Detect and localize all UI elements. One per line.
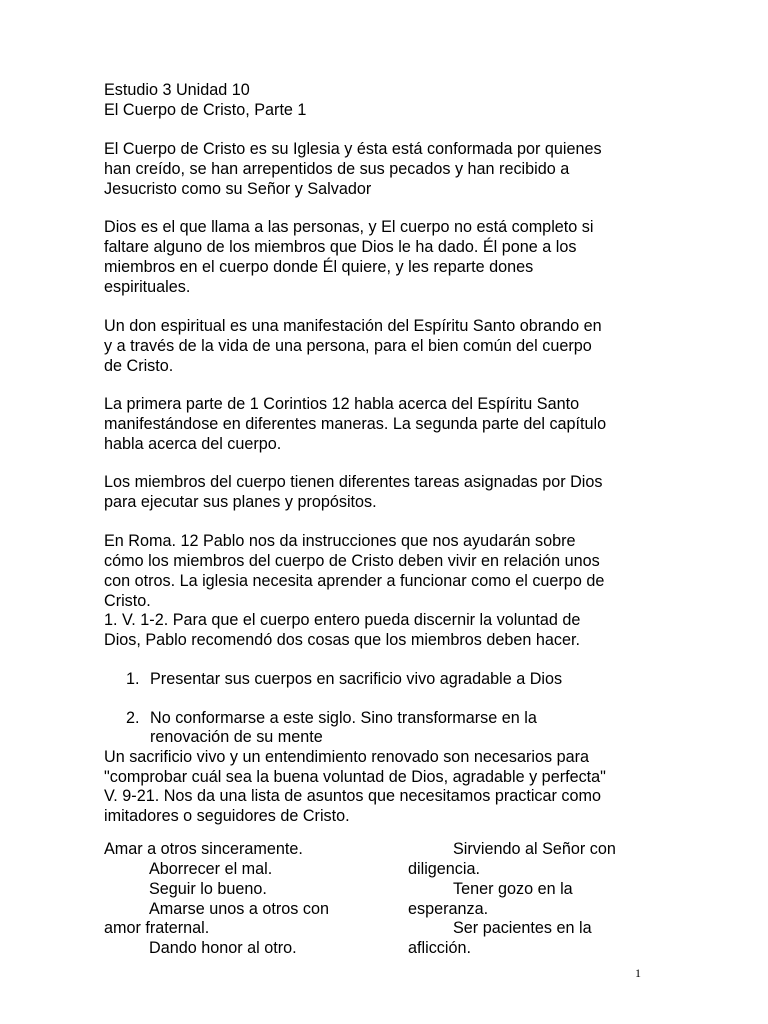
text-line: Jesucristo como su Señor y Salvador (104, 180, 372, 198)
list-number: 1. (126, 670, 140, 688)
text-line: Cristo. (104, 592, 151, 610)
text-line: miembros en el cuerpo donde Él quiere, y les reparte dones (104, 258, 534, 276)
column-line: aflicción. (408, 939, 471, 957)
text-line: para ejecutar sus planes y propósitos. (104, 493, 377, 511)
column-line: Aborrecer el mal. (149, 860, 273, 878)
text-line: Dios es el que llama a las personas, y El cuerpo no está completo si (104, 218, 594, 236)
column-line: diligencia. (408, 860, 480, 878)
text-line: espirituales. (104, 278, 191, 296)
text-line: habla acerca del cuerpo. (104, 435, 282, 453)
page-number: 1 (635, 966, 641, 980)
text-line: La primera parte de 1 Corintios 12 habla acerca del Espíritu Santo (104, 395, 580, 413)
column-line: Amarse unos a otros con (149, 900, 329, 918)
list-text: Presentar sus cuerpos en sacrificio vivo agradable a Dios (150, 670, 563, 688)
text-line: Un sacrificio vivo y un entendimiento renovado son necesarios para (104, 748, 589, 766)
text-line: han creído, se han arrepentidos de sus pecados y han recibido a (104, 160, 570, 178)
text-line: manifestándose en diferentes maneras. La segunda parte del capítulo (104, 415, 607, 433)
text-line: faltare alguno de los miembros que Dios le ha dado. Él pone a los (104, 238, 577, 256)
text-line: "comprobar cuál sea la buena voluntad de Dios, agradable y perfecta" (104, 768, 606, 786)
list-text: No conformarse a este siglo. Sino transformarse en la (150, 709, 537, 727)
column-line: Tener gozo en la (453, 880, 573, 898)
list-text: renovación de su mente (150, 728, 323, 746)
column-line: Dando honor al otro. (149, 939, 297, 957)
text-line: Los miembros del cuerpo tienen diferentes tareas asignadas por Dios (104, 473, 603, 491)
text-line: con otros. La iglesia necesita aprender a funcionar como el cuerpo de (104, 572, 605, 590)
study-title: Estudio 3 Unidad 10 (104, 81, 250, 99)
section-title: El Cuerpo de Cristo, Parte 1 (104, 101, 307, 119)
text-line: V. 9-21. Nos da una lista de asuntos que necesitamos practicar como (104, 787, 601, 805)
column-line: Ser pacientes en la (453, 919, 592, 937)
column-line: Amar a otros sinceramente. (104, 840, 303, 858)
text-line: El Cuerpo de Cristo es su Iglesia y ésta está conformada por quienes (104, 140, 602, 158)
text-line: y a través de la vida de una persona, para el bien común del cuerpo (104, 337, 592, 355)
column-line: amor fraternal. (104, 919, 210, 937)
text-line: 1. V. 1-2. Para que el cuerpo entero pueda discernir la voluntad de (104, 611, 581, 629)
column-line: Sirviendo al Señor con (453, 840, 616, 858)
text-line: imitadores o seguidores de Cristo. (104, 807, 350, 825)
column-line: Seguir lo bueno. (149, 880, 267, 898)
text-line: Dios, Pablo recomendó dos cosas que los miembros deben hacer. (104, 631, 580, 649)
text-line: En Roma. 12 Pablo nos da instrucciones que nos ayudarán sobre (104, 532, 576, 550)
text-line: Un don espiritual es una manifestación del Espíritu Santo obrando en (104, 317, 602, 335)
text-line: cómo los miembros del cuerpo de Cristo deben vivir en relación unos (104, 552, 600, 570)
list-number: 2. (126, 709, 140, 727)
text-line: de Cristo. (104, 357, 174, 375)
column-line: esperanza. (408, 900, 489, 918)
